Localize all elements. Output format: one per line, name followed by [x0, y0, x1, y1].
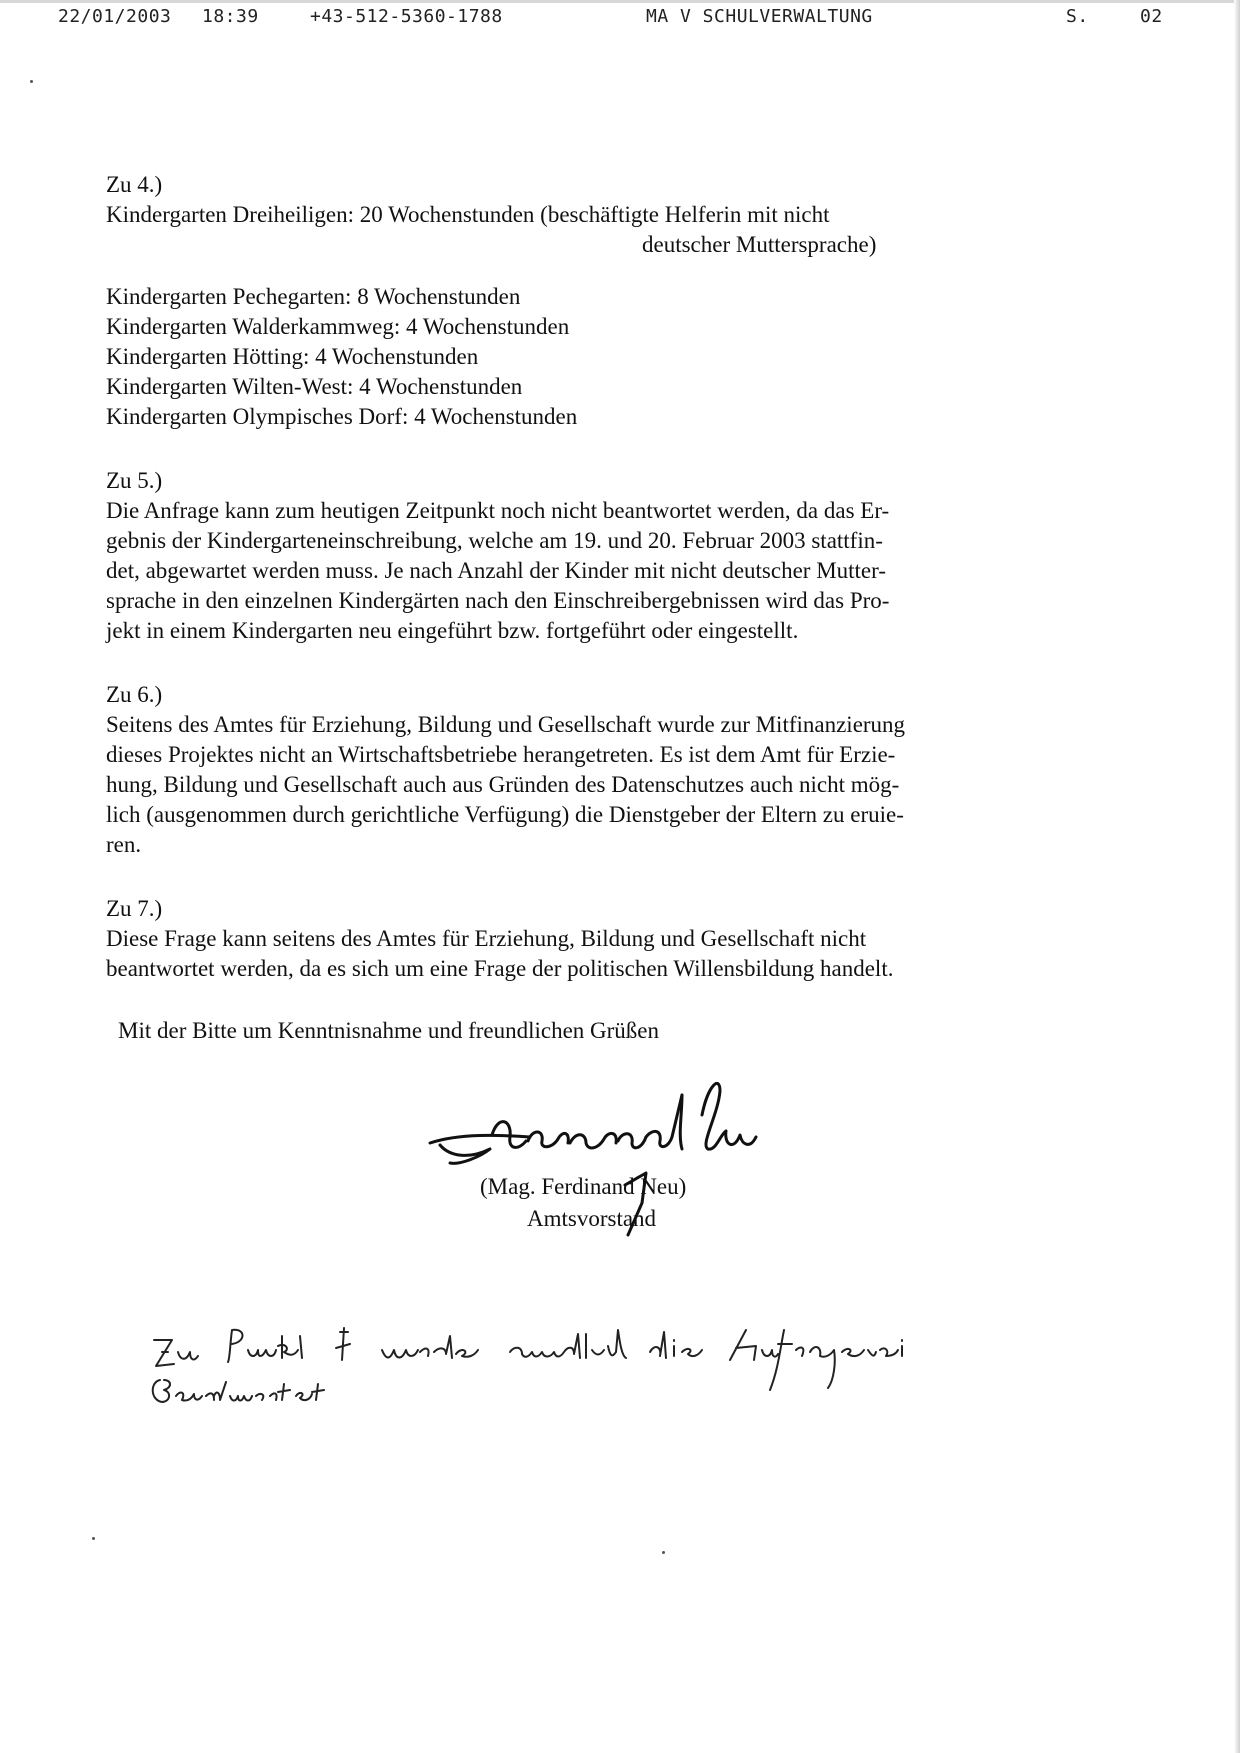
text-line: gebnis der Kindergarteneinschreibung, welche am 19. und 20. Februar 2003 stattfin- — [106, 528, 883, 553]
fax-header — [40, 6, 1200, 30]
letter-body — [106, 170, 1086, 984]
text-line: deutscher Muttersprache) — [642, 232, 877, 257]
text-line: ren. — [106, 832, 142, 857]
section-heading: Zu 5.) — [106, 468, 163, 493]
text-line: Kindergarten Dreiheiligen: 20 Wochenstunden (beschäftigte Helferin mit nicht — [106, 202, 830, 227]
fax-phone: +43-512-5360-1788 — [310, 6, 503, 27]
section-heading: Zu 4.) — [106, 172, 163, 197]
text-line: Die Anfrage kann zum heutigen Zeitpunkt noch nicht beantwortet werden, da das Er- — [106, 498, 890, 523]
signatory-name: (Mag. Ferdinand Neu) — [480, 1174, 687, 1199]
scan-speck — [92, 1537, 95, 1540]
scan-edge-top — [0, 0, 1240, 3]
signatory-title: Amtsvorstand — [527, 1206, 657, 1231]
text-line: Diese Frage kann seitens des Amtes für Erziehung, Bildung und Gesellschaft nicht — [106, 926, 867, 951]
text-line: det, abgewartet werden muss. Je nach Anzahl der Kinder mit nicht deutscher Mutter- — [106, 558, 887, 583]
text-line: sprache in den einzelnen Kindergärten nach den Einschreibergebnissen wird das Pro- — [106, 588, 890, 613]
scan-edge-right — [1234, 0, 1240, 1753]
section-heading: Zu 6.) — [106, 682, 163, 707]
section-zu7 — [106, 894, 1086, 984]
list-item: Kindergarten Pechegarten: 8 Wochenstunden — [106, 284, 521, 309]
text-line: Seitens des Amtes für Erziehung, Bildung und Gesellschaft wurde zur Mitfinanzierung — [106, 712, 906, 737]
fax-organization: MA V SCHULVERWALTUNG — [646, 6, 873, 27]
text-line: beantwortet werden, da es sich um eine Frage der politischen Willensbildung handelt. — [106, 956, 894, 981]
scan-speck — [662, 1551, 665, 1554]
list-item: Kindergarten Hötting: 4 Wochenstunden — [106, 344, 479, 369]
text-line: hung, Bildung und Gesellschaft auch aus Gründen des Datenschutzes auch nicht mög- — [106, 772, 900, 797]
list-item: Kindergarten Walderkammweg: 4 Wochenstunden — [106, 314, 570, 339]
list-item: Kindergarten Olympisches Dorf: 4 Wochenstunden — [106, 404, 578, 429]
fax-page-label: S. — [1066, 6, 1089, 27]
section-heading: Zu 7.) — [106, 896, 163, 921]
section-zu5 — [106, 466, 1086, 646]
fax-page-number: 02 — [1140, 6, 1163, 27]
scan-speck — [30, 80, 33, 83]
section-zu6 — [106, 680, 1086, 860]
text-line: jekt in einem Kindergarten neu eingeführt bzw. fortgeführt oder eingestellt. — [106, 618, 799, 643]
list-item: Kindergarten Wilten-West: 4 Wochenstunden — [106, 374, 523, 399]
text-line: lich (ausgenommen durch gerichtliche Verfügung) die Dienstgeber der Eltern zu eruie- — [106, 802, 904, 827]
handwritten-note — [150, 1300, 970, 1410]
fax-date: 22/01/2003 — [58, 6, 172, 27]
fax-time: 18:39 — [202, 6, 259, 27]
text-line: dieses Projektes nicht an Wirtschaftsbetriebe herangetreten. Es ist dem Amt für Erzie- — [106, 742, 896, 767]
closing-line: Mit der Bitte um Kenntnisnahme und freundlichen Grüßen — [118, 1018, 660, 1043]
section-zu4 — [106, 170, 1086, 432]
